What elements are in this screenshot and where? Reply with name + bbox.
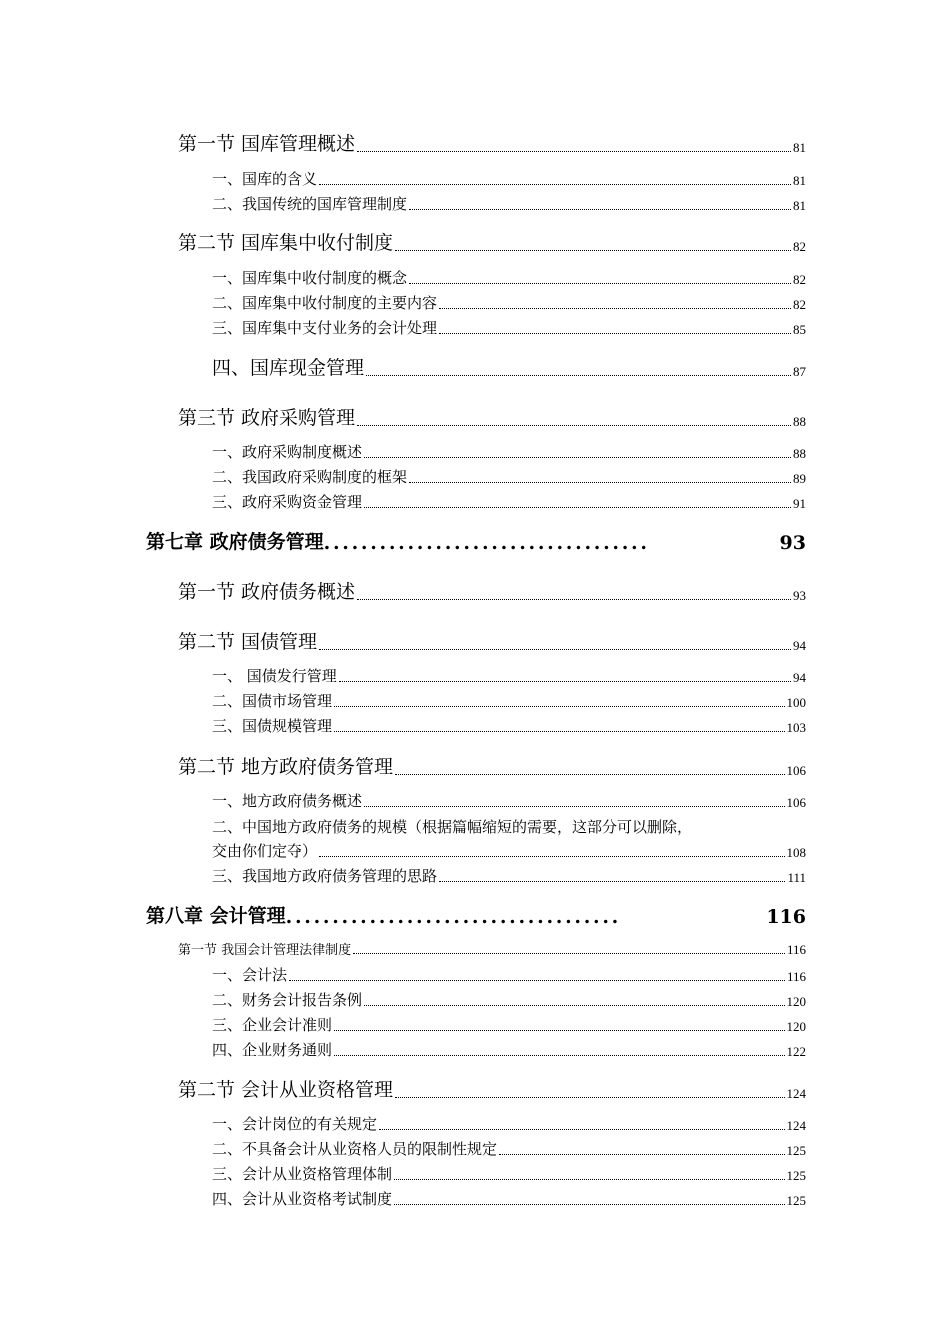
toc-entry-title: 二、我国政府采购制度的框架 xyxy=(212,468,408,486)
dot-leader xyxy=(409,283,791,284)
toc-entry-title: 一、会计法 xyxy=(212,966,288,984)
toc-entry-title: 第一节 国库管理概述 xyxy=(178,133,356,155)
dot-leader xyxy=(353,953,785,954)
toc-entry-section[interactable] xyxy=(178,628,806,654)
toc-page-number: 125 xyxy=(786,1168,806,1183)
toc-entry-subsection[interactable] xyxy=(212,467,806,487)
toc-entry-title: 二、国库集中收付制度的主要内容 xyxy=(212,294,438,312)
toc-page-number: 82 xyxy=(793,239,806,254)
dot-leader xyxy=(439,333,791,334)
dot-leader xyxy=(366,375,791,376)
toc-entry-title: 四、会计从业资格考试制度 xyxy=(212,1190,393,1208)
dot-leader xyxy=(357,599,791,600)
dot-leader: ................................... xyxy=(323,532,650,554)
toc-entry-subsection[interactable] xyxy=(212,1015,806,1035)
toc-page-number: 93 xyxy=(793,588,806,603)
dot-leader xyxy=(334,731,784,732)
toc-entry-title: 二、财务会计报告条例 xyxy=(212,991,363,1009)
dot-leader xyxy=(334,706,784,707)
toc-entry-subsection[interactable] xyxy=(212,318,806,338)
toc-page-number: 116 xyxy=(786,969,806,984)
toc-entry-title-line[interactable]: 二、中国地方政府债务的规模（根据篇幅缩短的需要，这部分可以删除， xyxy=(212,818,693,836)
toc-page-number: 120 xyxy=(786,994,806,1009)
toc-entry-subsection[interactable] xyxy=(212,990,806,1010)
dot-leader xyxy=(334,1055,784,1056)
toc-entry-subsection[interactable] xyxy=(212,1114,806,1134)
toc-entry-subsection[interactable] xyxy=(212,1139,806,1159)
toc-entry-section[interactable] xyxy=(178,753,806,779)
toc-page-number: 108 xyxy=(786,845,806,860)
dot-leader xyxy=(319,184,791,185)
toc-entry-subsection[interactable] xyxy=(212,1164,806,1184)
toc-page-number: 81 xyxy=(793,198,806,213)
toc-entry-title: 三、我国地方政府债务管理的思路 xyxy=(212,867,438,885)
toc-entry-chapter[interactable] xyxy=(146,526,806,554)
toc-entry-title: 三、政府采购资金管理 xyxy=(212,493,363,511)
toc-entry-subsection[interactable] xyxy=(212,666,806,686)
toc-page-number: 103 xyxy=(786,720,806,735)
toc-entry-title: 第二节 会计从业资格管理 xyxy=(178,1079,394,1101)
toc-entry-title: 四、企业财务通则 xyxy=(212,1041,333,1059)
toc-entry-subsection[interactable] xyxy=(212,442,806,462)
dot-leader xyxy=(439,881,785,882)
toc-entry-title: 三、国债规模管理 xyxy=(212,717,333,735)
toc-entry-title: 一、地方政府债务概述 xyxy=(212,792,363,810)
toc-page-number: 94 xyxy=(793,638,806,653)
toc-entry-subsection[interactable] xyxy=(212,841,806,861)
dot-leader xyxy=(364,507,791,508)
toc-page-number: 85 xyxy=(793,322,806,337)
toc-entry-title: 第二节 国库集中收付制度 xyxy=(178,232,394,254)
toc-page-number: 106 xyxy=(786,795,806,810)
toc-entry-title: 一、国库集中收付制度的概念 xyxy=(212,269,408,287)
toc-page-number: 82 xyxy=(793,272,806,287)
toc-entry-subsection[interactable] xyxy=(212,716,806,736)
dot-leader xyxy=(409,482,791,483)
toc-entry-subsection[interactable] xyxy=(212,194,806,214)
toc-entry-title: 第一节 政府债务概述 xyxy=(178,581,356,603)
dot-leader xyxy=(319,856,784,857)
toc-entry-title: 第七章 政府债务管理 xyxy=(146,531,324,553)
dot-leader xyxy=(319,649,791,650)
toc-entry-subsection[interactable] xyxy=(212,1189,806,1209)
toc-entry-title: 二、不具备会计从业资格人员的限制性规定 xyxy=(212,1140,498,1158)
dot-leader: .................................... xyxy=(285,906,621,928)
toc-entry-section[interactable] xyxy=(178,130,806,156)
toc-page-number: 93 xyxy=(779,532,806,554)
dot-leader xyxy=(357,151,791,152)
toc-page-number: 120 xyxy=(786,1019,806,1034)
toc-page-number: 89 xyxy=(793,471,806,486)
toc-entry-title: 四、国库现金管理 xyxy=(212,357,365,379)
toc-page-number: 106 xyxy=(786,763,806,778)
toc-entry-title: 一、政府采购制度概述 xyxy=(212,443,363,461)
toc-page-number: 125 xyxy=(786,1143,806,1158)
toc-page-number: 87 xyxy=(793,364,806,379)
dot-leader xyxy=(364,1005,784,1006)
toc-page-number: 124 xyxy=(786,1086,806,1101)
toc-entry-subsection[interactable] xyxy=(212,791,806,811)
toc-page-number: 111 xyxy=(787,870,806,885)
toc-entry-title: 第八章 会计管理 xyxy=(146,905,286,927)
dot-leader xyxy=(364,806,784,807)
toc-entry-title: 二、我国传统的国库管理制度 xyxy=(212,195,408,213)
toc-entry-title-continued: 交由你们定夺） xyxy=(212,842,318,860)
dot-leader xyxy=(394,1204,784,1205)
toc-entry-subsection[interactable] xyxy=(212,492,806,512)
dot-leader xyxy=(409,209,791,210)
dot-leader xyxy=(334,1030,784,1031)
toc-entry-subsection[interactable] xyxy=(212,965,806,985)
dot-leader xyxy=(395,250,791,251)
toc-page-number: 116 xyxy=(786,942,806,957)
dot-leader xyxy=(499,1154,784,1155)
toc-entry-subsection[interactable] xyxy=(212,268,806,288)
toc-entry-title: 三、企业会计准则 xyxy=(212,1016,333,1034)
dot-leader xyxy=(364,457,791,458)
toc-entry-title: 第一节 我国会计管理法律制度 xyxy=(178,943,352,958)
toc-page-number: 125 xyxy=(786,1193,806,1208)
dot-leader xyxy=(394,1179,784,1180)
toc-entry-subsection[interactable] xyxy=(212,293,806,313)
toc-entry-section[interactable] xyxy=(178,404,806,430)
toc-page-number: 100 xyxy=(786,695,806,710)
dot-leader xyxy=(289,980,785,981)
toc-entry-section[interactable] xyxy=(178,578,806,604)
toc-page-number: 81 xyxy=(793,140,806,155)
toc-page-number: 122 xyxy=(786,1044,806,1059)
toc-page-number: 82 xyxy=(793,297,806,312)
toc-page-number: 91 xyxy=(793,496,806,511)
toc-entry-subsection[interactable] xyxy=(212,1040,806,1060)
toc-entry-section[interactable] xyxy=(178,229,806,255)
dot-leader xyxy=(379,1129,784,1130)
toc-page-number: 116 xyxy=(766,906,806,928)
toc-entry-title: 二、国债市场管理 xyxy=(212,692,333,710)
toc-page-number: 124 xyxy=(786,1118,806,1133)
dot-leader xyxy=(395,774,784,775)
toc-page-number: 94 xyxy=(793,670,806,685)
toc-entry-title: 第二节 地方政府债务管理 xyxy=(178,756,394,778)
toc-entry-subsection[interactable] xyxy=(212,691,806,711)
toc-entry-title: 第二节 国债管理 xyxy=(178,631,318,653)
toc-entry-title: 第三节 政府采购管理 xyxy=(178,407,356,429)
toc-page-number: 81 xyxy=(793,173,806,188)
toc-entry-section[interactable] xyxy=(178,940,806,958)
dot-leader xyxy=(339,681,791,682)
toc-entry-title: 三、国库集中支付业务的会计处理 xyxy=(212,319,438,337)
dot-leader xyxy=(357,425,791,426)
toc-entry-title: 一、国库的含义 xyxy=(212,170,318,188)
dot-leader xyxy=(439,308,791,309)
toc-page-number: 88 xyxy=(793,446,806,461)
dot-leader xyxy=(395,1097,784,1098)
toc-entry-title: 一、 国债发行管理 xyxy=(212,667,337,685)
toc-entry-subsection[interactable] xyxy=(212,169,806,189)
toc-entry-title: 一、会计岗位的有关规定 xyxy=(212,1115,378,1133)
toc-entry-section[interactable] xyxy=(178,1076,806,1102)
toc-entry-chapter[interactable] xyxy=(146,900,806,928)
toc-entry-subsection[interactable] xyxy=(212,866,806,886)
toc-page-number: 88 xyxy=(793,414,806,429)
toc-entry-title: 三、会计从业资格管理体制 xyxy=(212,1165,393,1183)
toc-entry-subsection[interactable] xyxy=(212,354,806,380)
